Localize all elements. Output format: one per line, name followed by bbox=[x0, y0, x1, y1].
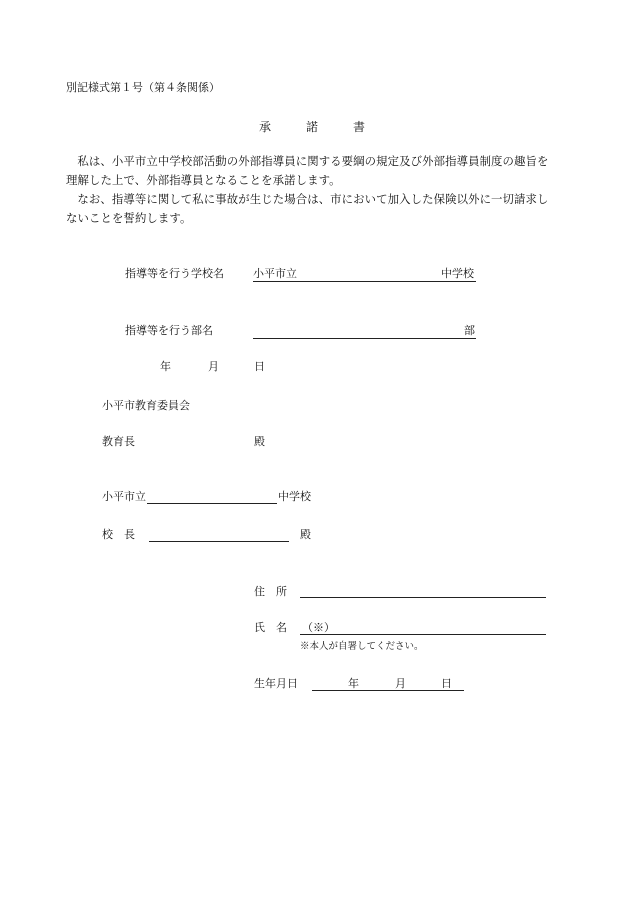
department-label: 指導等を行う部名 bbox=[125, 324, 213, 337]
birth-label: 生年月日 bbox=[254, 677, 298, 690]
address-label: 住 所 bbox=[254, 585, 287, 598]
name-field[interactable] bbox=[300, 634, 546, 635]
date-year: 年 bbox=[160, 360, 171, 373]
form-number: 別記様式第１号（第４条関係） bbox=[66, 81, 220, 94]
name-note: ※本人が自署してください。 bbox=[300, 641, 424, 652]
department-name-field[interactable] bbox=[253, 338, 476, 339]
superintendent-honorific: 殿 bbox=[254, 435, 265, 448]
title-char-1: 承 bbox=[259, 120, 272, 134]
principal-title: 校 長 bbox=[102, 528, 135, 541]
name-mark: （※） bbox=[302, 621, 335, 634]
principal-honorific: 殿 bbox=[300, 528, 311, 541]
principal-name-field[interactable] bbox=[149, 541, 289, 542]
principal-school-suffix: 中学校 bbox=[278, 490, 311, 503]
birth-year: 年 bbox=[348, 677, 359, 690]
birth-day: 日 bbox=[441, 677, 452, 690]
title-char-2: 諾 bbox=[306, 120, 319, 134]
address-field[interactable] bbox=[300, 597, 546, 598]
consent-text bbox=[66, 152, 558, 228]
consent-paragraph-2: なお、指導等に関して私に事故が生じた場合は、市において加入した保険以外に一切請求しないことを誓約します。 bbox=[66, 192, 549, 225]
school-name-field[interactable] bbox=[253, 281, 476, 282]
school-prefix: 小平市立 bbox=[253, 267, 297, 280]
birth-date-field[interactable] bbox=[312, 690, 464, 691]
board-name: 小平市教育委員会 bbox=[102, 399, 190, 412]
school-suffix: 中学校 bbox=[441, 267, 474, 280]
birth-month: 月 bbox=[395, 677, 406, 690]
principal-school-prefix: 小平市立 bbox=[102, 490, 146, 503]
date-month: 月 bbox=[208, 360, 219, 373]
department-suffix: 部 bbox=[464, 324, 475, 337]
school-label: 指導等を行う学校名 bbox=[125, 267, 224, 280]
name-label: 氏 名 bbox=[254, 621, 287, 634]
consent-paragraph-1: 私は、小平市立中学校部活動の外部指導員に関する要綱の規定及び外部指導員制度の趣旨を理解した上で、外部指導員となることを承諾します。 bbox=[66, 154, 549, 187]
date-day: 日 bbox=[254, 360, 265, 373]
principal-school-field[interactable] bbox=[147, 503, 277, 504]
title-char-3: 書 bbox=[353, 120, 366, 134]
superintendent-title: 教育長 bbox=[102, 435, 135, 448]
